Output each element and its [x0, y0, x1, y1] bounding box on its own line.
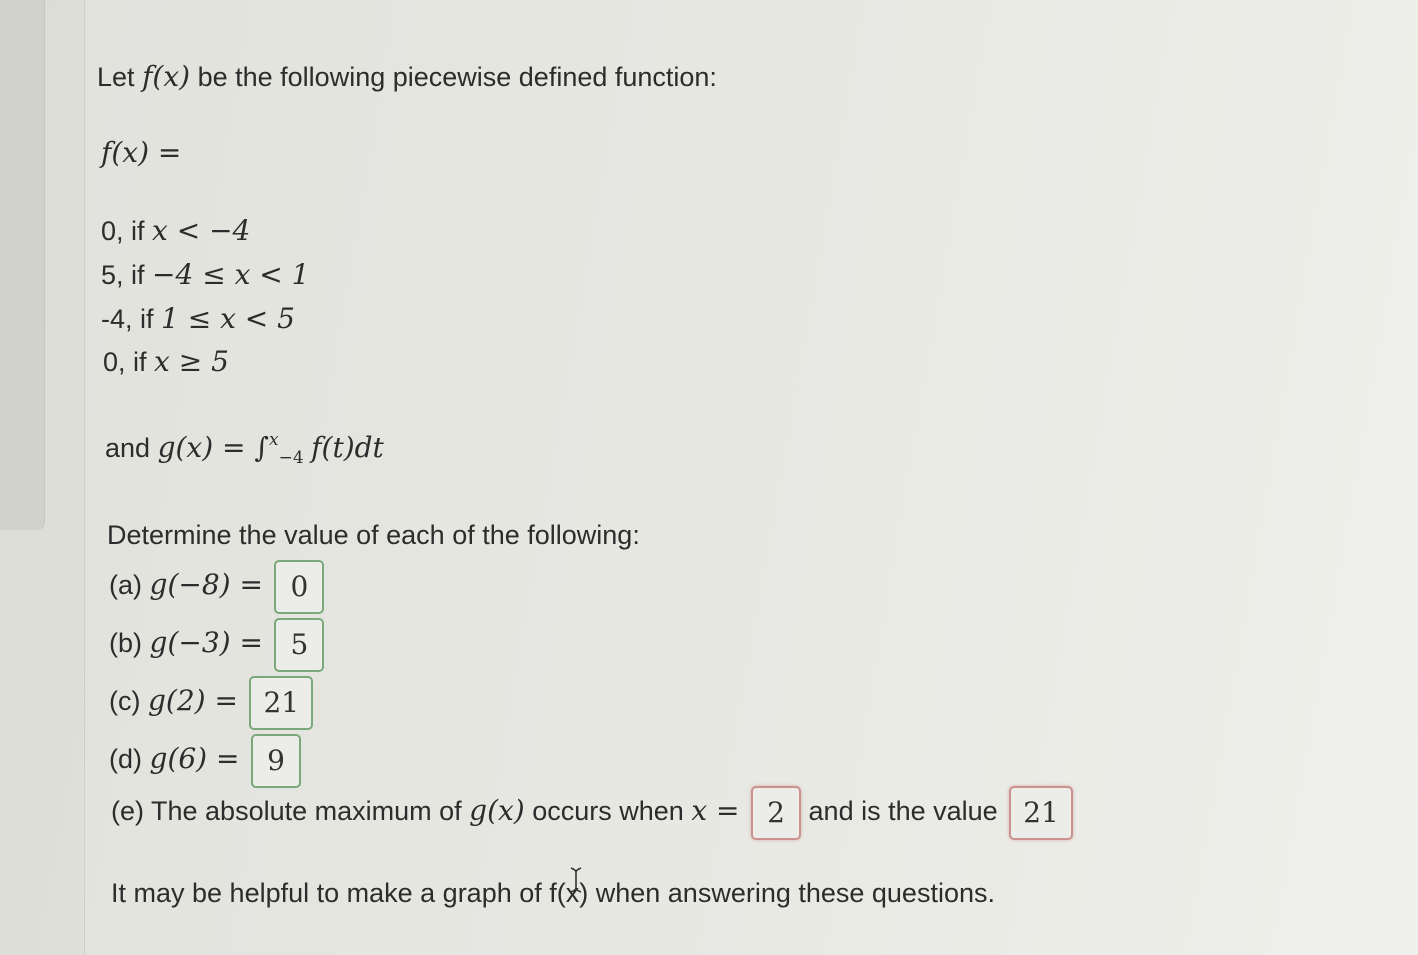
- part-e-mid: occurs when: [532, 796, 684, 827]
- case-condition: x < −4: [152, 214, 251, 247]
- g-def-rhs: f(t)dt: [311, 431, 384, 464]
- part-row: [109, 734, 301, 788]
- part-label: (b): [109, 628, 142, 659]
- part-expression: g(6) =: [149, 742, 240, 776]
- case-condition: 1 ≤ x < 5: [161, 302, 295, 335]
- integral-lower-limit: −4: [278, 448, 304, 468]
- intro-func: f(x): [142, 60, 191, 93]
- case-row: [101, 214, 250, 247]
- part-row: [109, 618, 324, 672]
- case-row: [101, 302, 295, 335]
- case-value: 0, if: [103, 347, 147, 377]
- part-label: (d): [109, 744, 142, 775]
- intro-prefix: Let: [97, 62, 135, 92]
- part-e-func: g(x): [469, 794, 525, 828]
- part-label: (a): [109, 570, 142, 601]
- integral-upper-limit: x: [269, 430, 279, 450]
- case-row: [103, 345, 229, 378]
- part-e-row: [111, 786, 1073, 840]
- part-label: (c): [109, 686, 141, 717]
- answer-input[interactable]: 0: [274, 560, 324, 614]
- answer-input[interactable]: 5: [274, 618, 324, 672]
- left-sidebar-strip: [0, 0, 45, 530]
- case-condition: x ≥ 5: [154, 345, 229, 378]
- g-definition: [105, 430, 384, 468]
- question-prompt: Determine the value of each of the following:: [107, 520, 640, 550]
- case-value: 0, if: [101, 216, 145, 246]
- case-value: -4, if: [101, 304, 154, 334]
- part-row: [109, 676, 313, 730]
- answer-input[interactable]: 21: [249, 676, 313, 730]
- answer-input-max-value[interactable]: 21: [1009, 786, 1073, 840]
- part-expression: g(−8) =: [149, 568, 263, 602]
- part-expression: g(−3) =: [149, 626, 263, 660]
- hint-text: It may be helpful to make a graph of f(x) when answering these questions.: [111, 878, 995, 908]
- intro-line: [97, 60, 717, 93]
- part-e-var: x =: [691, 794, 740, 828]
- case-condition: −4 ≤ x < 1: [152, 258, 310, 291]
- part-row: [109, 560, 324, 614]
- part-e-label: (e) The absolute maximum of: [111, 796, 462, 827]
- part-e-mid2: and is the value: [808, 796, 998, 827]
- answer-input-x[interactable]: 2: [751, 786, 801, 840]
- g-def-prefix: and: [105, 433, 151, 463]
- answer-input[interactable]: 9: [251, 734, 301, 788]
- part-expression: g(2) =: [148, 684, 238, 718]
- f-definition-label: f(x) =: [101, 136, 182, 169]
- case-value: 5, if: [101, 260, 145, 290]
- i-beam-cursor-icon: [569, 866, 583, 894]
- g-def-lhs: g(x) = ∫: [157, 431, 269, 464]
- case-row: [101, 258, 309, 291]
- intro-suffix: be the following piecewise defined function:: [197, 62, 717, 92]
